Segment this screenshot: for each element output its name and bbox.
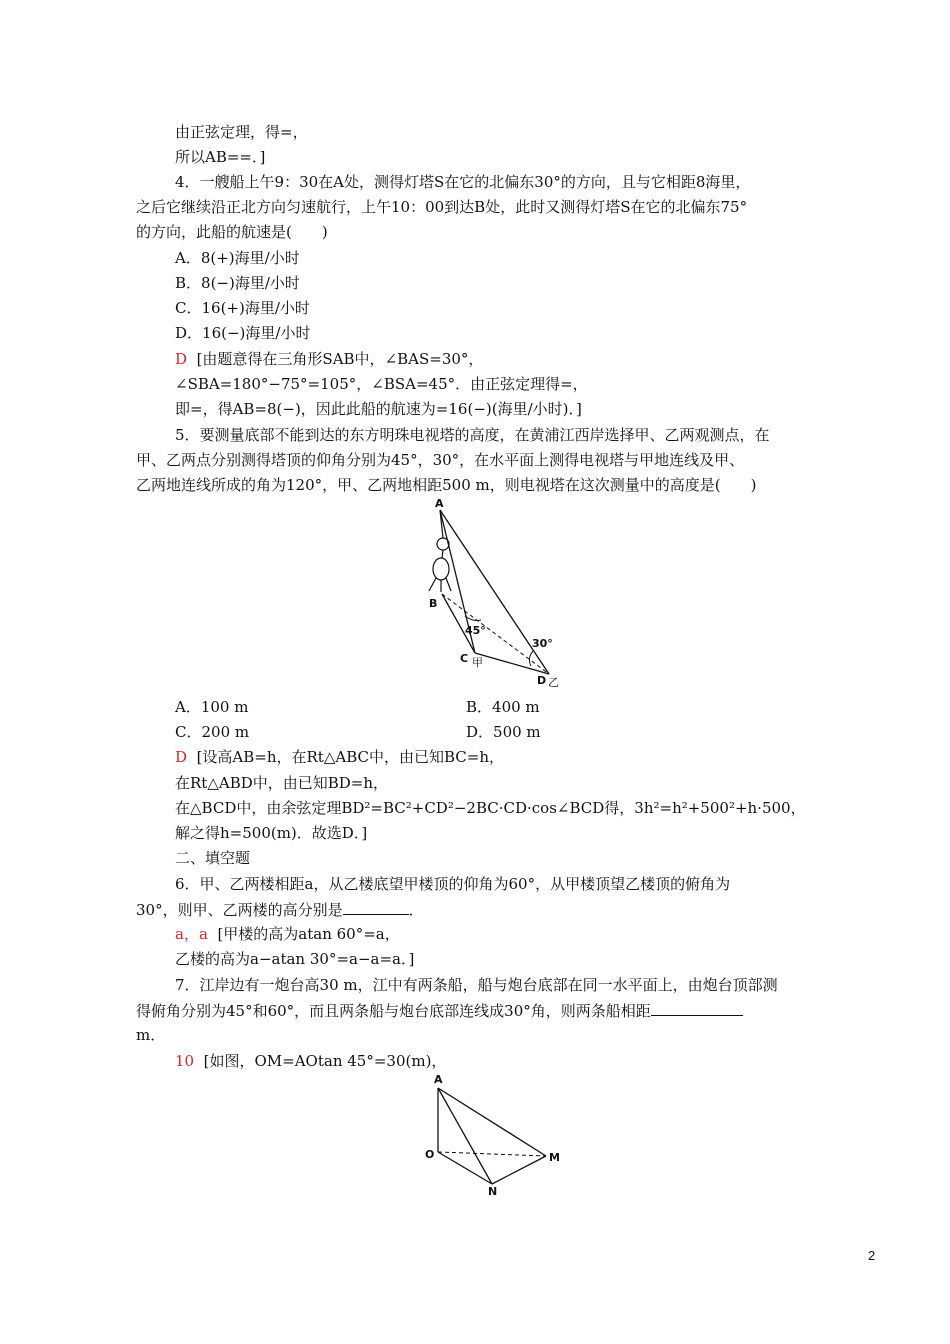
label-n: N <box>488 1185 498 1198</box>
answer-value: a，a <box>175 925 208 943</box>
label-angle-45: 45° <box>465 624 486 637</box>
question-4-line: 之后它继续沿正北方向匀速航行，上午10：00到达B处，此时又测得灯塔S在它的北偏东75° <box>136 198 748 216</box>
question-5-line: 5．要测量底部不能到达的东方明珠电视塔的高度，在黄浦江西岸选择甲、乙两观测点，在 <box>175 426 770 444</box>
question-6-text: 30°，则甲、乙两楼的高分别是 <box>136 901 343 919</box>
label-yi: 乙 <box>548 676 559 689</box>
tv-tower-diagram <box>415 498 590 693</box>
question-4-line: 的方向，此船的航速是( ) <box>136 223 328 241</box>
question-4-line: 4．一艘船上午9：30在A处，测得灯塔S在它的北偏东30°的方向，且与它相距8海里， <box>175 173 751 191</box>
label-jia: 甲 <box>472 656 483 669</box>
question-7-line: 7．江岸边有一炮台高30 m，江中有两条船，船与炮台底部在同一水平面上，由炮台顶部测 <box>175 976 778 994</box>
label-angle-30: 30° <box>532 637 553 650</box>
answer-blank <box>651 1000 743 1016</box>
question-5-line: 甲、乙两点分别测得塔顶的仰角分别为45°，30°，在水平面上测得电视塔与甲地连线及甲、 <box>136 451 745 469</box>
label-o: O <box>425 1148 435 1161</box>
option-b: B．8(−)海里/小时 <box>175 274 300 292</box>
question-6-line <box>136 899 424 920</box>
solution-text: [如图，OM=AOtan 45°=30(m)， <box>203 1052 447 1070</box>
answer-line <box>175 1051 446 1071</box>
text-line: 由正弦定理，得=， <box>175 123 308 141</box>
solution-line: ∠SBA=180°−75°=105°，∠BSA=45°．由正弦定理得=， <box>175 375 588 393</box>
option-a: A．8(+)海里/小时 <box>175 249 300 267</box>
text-line: 所以AB==．] <box>175 148 266 166</box>
solution-line: 乙楼的高为a−atan 30°=a−a=a．] <box>175 950 415 968</box>
answer-value: 10 <box>175 1052 195 1070</box>
option-d: D．16(−)海里/小时 <box>175 324 311 342</box>
option-d: D．500 m <box>466 723 541 741</box>
answer-blank <box>343 899 409 915</box>
option-b: B．400 m <box>466 698 540 716</box>
answer-line <box>175 924 400 944</box>
section-heading: 二、填空题 <box>175 849 251 867</box>
tower-ball-lower <box>433 558 449 580</box>
question-6-end: ． <box>408 901 424 919</box>
solution-line: 在Rt△ABD中，由已知BD=h， <box>175 774 389 792</box>
option-c: C．16(+)海里/小时 <box>175 299 310 317</box>
label-a: A <box>435 498 444 510</box>
answer-line <box>175 747 504 767</box>
label-m: M <box>549 1151 560 1164</box>
solution-text: [甲楼的高为atan 60°=a， <box>217 925 400 943</box>
solution-text: [设高AB=h，在Rt△ABC中，由已知BC=h， <box>196 748 504 766</box>
option-c: C．200 m <box>175 723 250 741</box>
solution-line: 解之得h=500(m)．故选D．] <box>175 824 368 842</box>
answer-line <box>175 349 483 369</box>
solution-line: 在△BCD中，由余弦定理BD²=BC²+CD²−2BC·CD·cos∠BCD得，3h²=h²+500²+h·500， <box>175 799 806 817</box>
label-d: D <box>537 674 547 687</box>
question-5-line: 乙两地连线所成的角为120°，甲、乙两地相距500 m，则电视塔在这次测量中的高度是( ) <box>136 476 757 494</box>
question-7-line: m． <box>136 1026 166 1044</box>
gun-platform-diagram <box>418 1072 568 1202</box>
label-b: B <box>429 597 438 610</box>
solution-line: 即=，得AB=8(−)，因此此船的航速为=16(−)(海里/小时)．] <box>175 400 582 418</box>
option-a: A．100 m <box>175 698 249 716</box>
question-7-line <box>136 1000 743 1021</box>
solution-text: [由题意得在三角形SAB中，∠BAS=30°， <box>196 350 484 368</box>
answer-letter: D <box>175 748 188 766</box>
page-number: 2 <box>868 1248 876 1263</box>
question-7-text: 得俯角分别为45°和60°，而且两条船与炮台底部连线成30°角，则两条船相距 <box>136 1002 651 1020</box>
question-6-line: 6．甲、乙两楼相距a，从乙楼底望甲楼顶的仰角为60°，从甲楼顶望乙楼顶的俯角为 <box>175 875 731 893</box>
answer-letter: D <box>175 350 188 368</box>
label-c: C <box>460 652 469 665</box>
label-a: A <box>434 1073 443 1086</box>
